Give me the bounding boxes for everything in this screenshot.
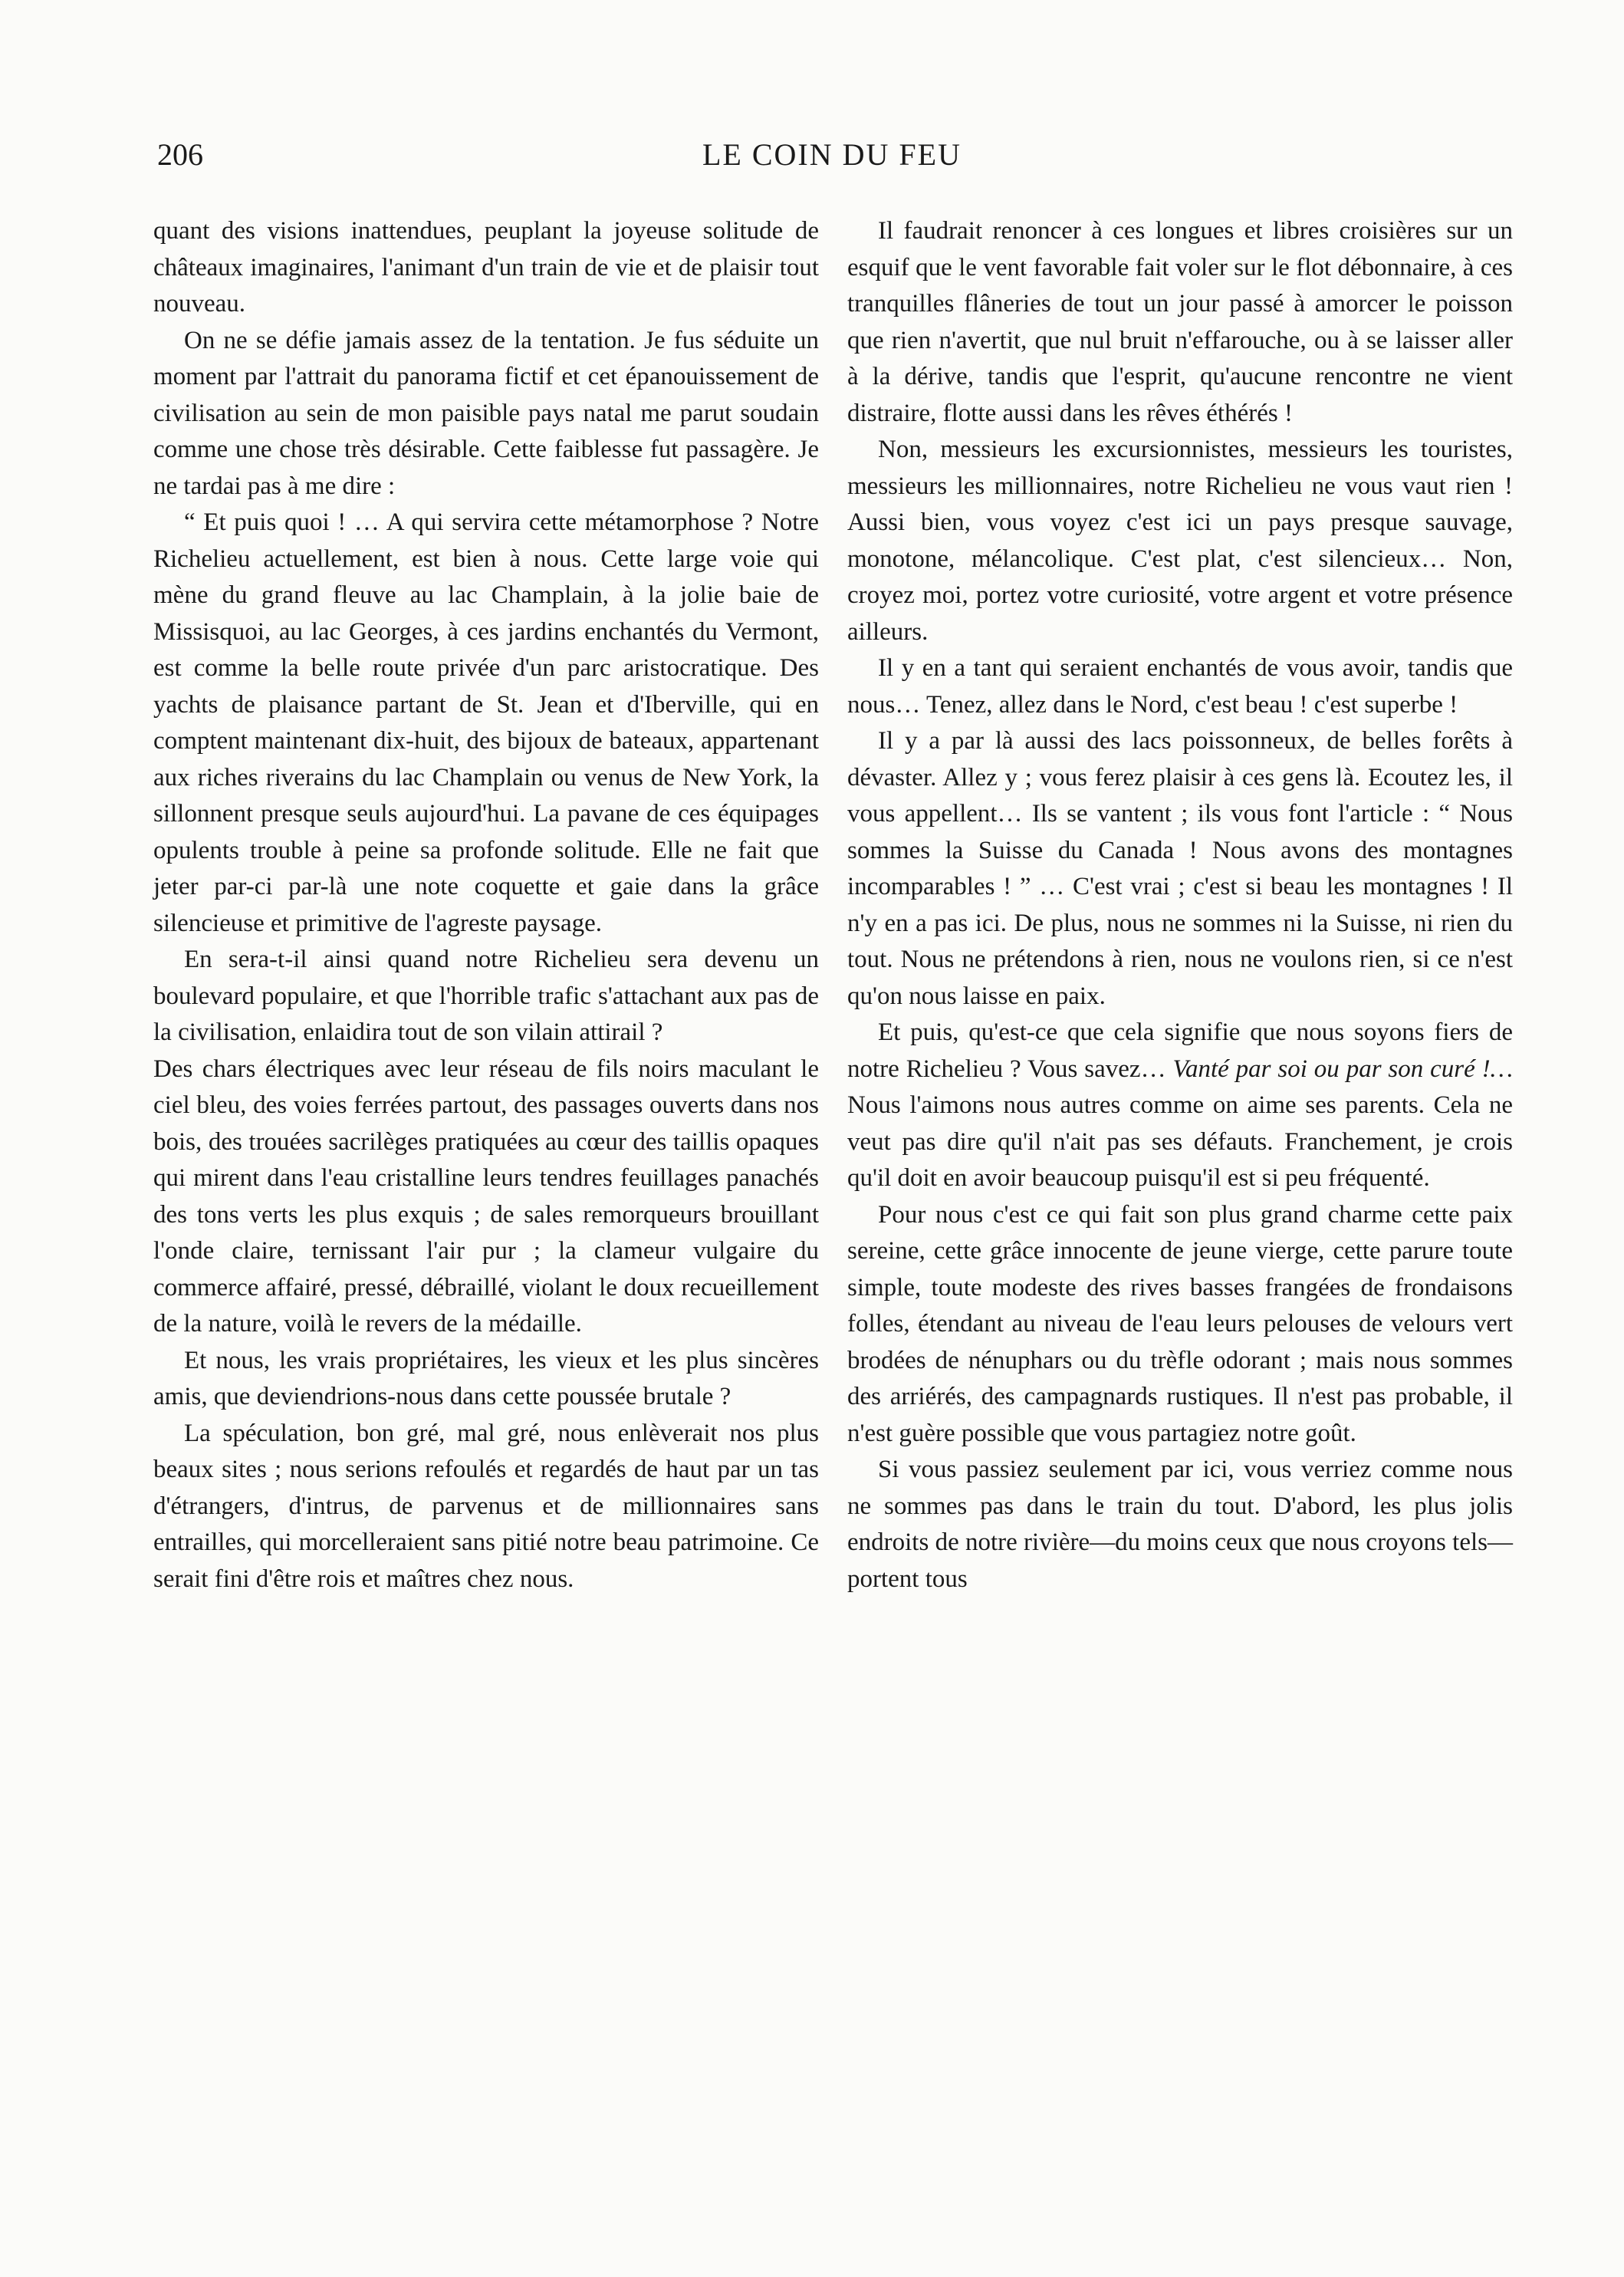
paragraph: Si vous passiez seulement par ici, vous verriez comme nous ne sommes pas dans le train du tout. D'abord, les plus jolis endroits de notre rivière—du moins ceux que nous croyons tels—portent tous — [847, 1456, 1513, 1593]
paragraph: La spéculation, bon gré, mal gré, nous enlèverait nos plus beaux sites ; nous serions refoulés et regardés de haut par un tas d'étrangers, d'intrus, de parvenus et de millionnaires sans entrailles, qui morcelleraient sans pitié notre beau patrimoine. Ce serait fini d'être rois et maîtres chez nous. — [153, 1419, 819, 1593]
left-column — [153, 213, 819, 1598]
paragraph: Pour nous c'est ce qui fait son plus grand charme cette paix sereine, cette grâce innocente de jeune vierge, cette parure toute simple, toute modeste des rives basses frangées de frondaisons folles, étendant au niveau de l'eau leurs pelouses de velours vert brodées de nénuphars ou du trèfle odorant ; mais nous sommes des arriérés, des campagnards rustiques. Il n'est pas probable, il n'est guère possible que vous partagiez notre goût. — [847, 1200, 1513, 1447]
paragraph: Il faudrait renoncer à ces longues et libres croisières sur un esquif que le vent favorable fait voler sur le flot débonnaire, à ces tranquilles flâneries de tout un jour passé à amorcer le poisson que rien n'avertit, que nul bruit n'effarouche, ou à se laisser aller à la dérive, tandis que l'esprit, qu'aucune rencontre ne vient distraire, flotte aussi dans les rêves éthérés ! — [847, 217, 1513, 427]
paragraph-text: Et puis, qu'est-ce que cela signifie que nous soyons fiers de notre Richelieu ? Vous savez… — [847, 1018, 1513, 1083]
paragraph-text: Nous l'aimons nous autres comme on aime ses parents. Cela ne veut pas dire qu'il n'ait pas ses défauts. Franchement, je crois qu'il doit en avoir beaucoup puisqu'il est si peu fréquenté. — [847, 1091, 1513, 1192]
running-title: LE COIN DU FEU — [702, 137, 962, 172]
paragraph: Des chars électriques avec leur réseau de fils noirs maculant le ciel bleu, des voies ferrées partout, des passages ouverts dans nos bois, des trouées sacrilèges pratiquées au cœur des taillis opaques qui mirent dans l'eau cristalline leurs tendres feuillages panachés des tons verts les plus exquis ; de sales remorqueurs brouillant l'onde claire, ternissant l'air pur ; la clameur vulgaire du commerce affairé, pressé, débraillé, violant le doux recueillement de la nature, voilà le revers de la médaille. — [153, 1055, 819, 1338]
paragraph: Il y en a tant qui seraient enchantés de vous avoir, tandis que nous… Tenez, allez dans le Nord, c'est beau ! c'est superbe ! — [847, 654, 1513, 719]
paragraph: Il y a par là aussi des lacs poissonneux, de belles forêts à dévaster. Allez y ; vous ferez plaisir à ces gens là. Ecoutez les, il vous appellent… Ils se vantent ; ils vous font l'article : “ Nous sommes la Suisse du Canada ! Nous avons des montagnes incomparables ! ” … C'est vrai ; c'est si beau les montagnes ! Il n'y en a pas ici. De plus, nous ne sommes ni la Suisse, ni rien du tout. Nous ne prétendons à rien, nous ne voulons rien, si ce n'est qu'on nous laisse en paix. — [847, 727, 1513, 1010]
italic-quote: Vanté par soi ou par son curé !… — [1172, 1055, 1514, 1083]
paragraph: En sera-t-il ainsi quand notre Richelieu sera devenu un boulevard populaire, et que l'horrible trafic s'attachant aux pas de la civilisation, enlaidira tout de son vilain attirail ? — [153, 946, 819, 1046]
page-number: 206 — [157, 137, 203, 172]
paragraph: quant des visions inattendues, peuplant la joyeuse solitude de châteaux imaginaires, l'animant d'un train de vie et de plaisir tout nouveau. — [153, 217, 819, 318]
page-header — [157, 137, 1507, 183]
paragraph: On ne se défie jamais assez de la tentation. Je fus séduite un moment par l'attrait du panorama fictif et cet épanouissement de civilisation au sein de mon paisible pays natal me parut soudain comme une chose très désirable. Cette faiblesse fut passagère. Je ne tardai pas à me dire : — [153, 326, 819, 500]
paragraph: Non, messieurs les excursionnistes, messieurs les touristes, messieurs les millionnaires, notre Richelieu ne vous vaut rien ! Aussi bien, vous voyez c'est ici un pays presque sauvage, monotone, mélancolique. C'est plat, c'est silencieux… Non, croyez moi, portez votre curiosité, votre argent et votre présence ailleurs. — [847, 436, 1513, 646]
paragraph: “ Et puis quoi ! … A qui servira cette métamorphose ? Notre Richelieu actuellement, est bien à nous. Cette large voie qui mène du grand fleuve au lac Champlain, à la jolie baie de Missisquoi, au lac Georges, à ces jardins enchantés du Vermont, est comme la belle route privée d'un parc aristocratique. Des yachts de plaisance partant de St. Jean et d'Iberville, qui en comptent maintenant dix-huit, des bijoux de bateaux, appartenant aux riches riverains du lac Champlain ou venus de New York, la sillonnent presque seuls aujourd'hui. La pavane de ces équipages opulents trouble à peine sa profonde solitude. Elle ne fait que jeter par-ci par-là une note coquette et gaie dans la grâce silencieuse et primitive de l'agreste paysage. — [153, 508, 819, 937]
paragraph — [847, 1015, 1513, 1197]
paragraph: Et nous, les vrais propriétaires, les vieux et les plus sincères amis, que deviendrions-nous dans cette poussée brutale ? — [153, 1346, 819, 1410]
right-column — [847, 213, 1513, 1598]
